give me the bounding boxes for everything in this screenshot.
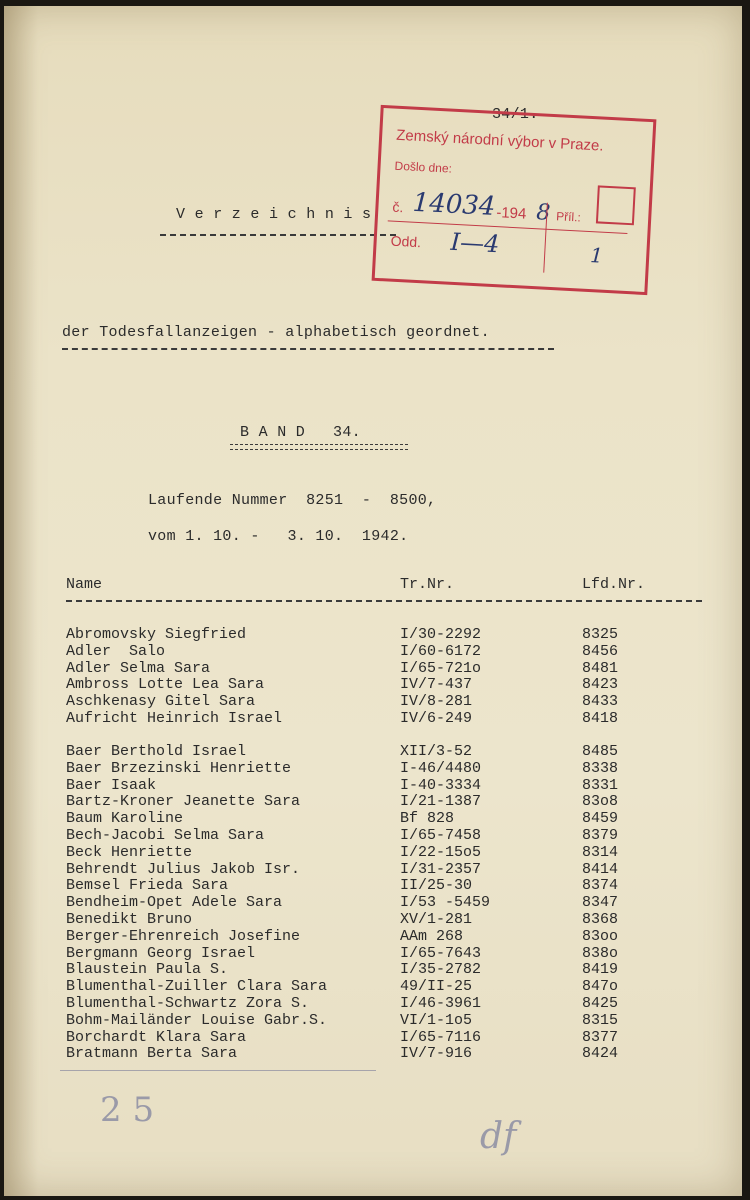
- table-row: [66, 911, 666, 928]
- entry-name: Borchardt Klara Sara: [66, 1028, 247, 1046]
- table-row: [66, 710, 666, 727]
- entry-name: Blumenthal-Zuiller Clara Sara: [66, 978, 328, 996]
- entry-lfd-number: 8368: [582, 911, 619, 928]
- table-row: [66, 760, 666, 777]
- entry-tr-number: VI/1-1o5: [400, 1011, 473, 1029]
- document-title: V e r z e i c h n i s: [176, 206, 372, 223]
- entry-name: Bohm-Mailänder Louise Gabr.S.: [66, 1011, 328, 1029]
- stamp-year: -194: [495, 204, 527, 223]
- table-row: [66, 1029, 666, 1046]
- header-tr: Tr.Nr.: [400, 576, 455, 593]
- entry-tr-number: IV/8-281: [400, 693, 473, 711]
- entry-lfd-number: 83oo: [582, 927, 619, 945]
- entry-lfd-number: 8347: [582, 894, 619, 912]
- entry-name: Behrendt Julius Jakob Isr.: [66, 860, 301, 878]
- table-row: [66, 777, 666, 794]
- entry-lfd-number: 8325: [582, 626, 619, 643]
- entry-name: Bartz-Kroner Jeanette Sara: [66, 793, 301, 811]
- entry-tr-number: 49/II-25: [400, 978, 473, 996]
- entry-lfd-number: 8379: [582, 827, 619, 844]
- entry-lfd-number: 8331: [582, 776, 619, 794]
- entry-tr-number: I-40-3334: [400, 776, 482, 794]
- entry-name: Baer Brzezinski Henriette: [66, 759, 292, 777]
- pencil-note-right: df: [480, 1116, 517, 1157]
- pencil-line: [60, 1070, 376, 1071]
- entry-lfd-number: 8424: [582, 1045, 619, 1063]
- entry-tr-number: I/65-7458: [400, 827, 482, 844]
- entry-tr-number: Bf 828: [400, 810, 455, 828]
- entry-tr-number: IV/7-916: [400, 1045, 473, 1063]
- stamp-department: I—4: [449, 227, 501, 259]
- document-page: [4, 6, 742, 1196]
- entry-tr-number: I/31-2357: [400, 860, 482, 878]
- entry-lfd-number: 8481: [582, 659, 619, 677]
- entry-lfd-number: 8485: [582, 743, 619, 760]
- entry-lfd-number: 8456: [582, 642, 619, 660]
- entry-name: Baum Karoline: [66, 810, 184, 828]
- table-row: [66, 894, 666, 911]
- entry-lfd-number: 8425: [582, 995, 619, 1012]
- entry-tr-number: I/65-7643: [400, 944, 482, 962]
- number-range: Laufende Nummer 8251 - 8500,: [148, 492, 437, 509]
- entry-name: Blumenthal-Schwartz Zora S.: [66, 995, 310, 1012]
- entry-lfd-number: 8418: [582, 710, 619, 727]
- entry-tr-number: I/30-2292: [400, 626, 482, 643]
- entry-tr-number: AAm 268: [400, 927, 464, 945]
- subtitle-underline: [62, 348, 554, 350]
- entry-tr-number: I-46/4480: [400, 759, 482, 777]
- entry-tr-number: IV/6-249: [400, 710, 473, 727]
- table-row: [66, 827, 666, 844]
- entry-tr-number: I/35-2782: [400, 961, 482, 979]
- entry-name: Benedikt Bruno: [66, 911, 193, 928]
- table-row: [66, 793, 666, 810]
- entry-lfd-number: 8338: [582, 759, 619, 777]
- title-underline: [160, 234, 396, 236]
- entry-lfd-number: 8377: [582, 1028, 619, 1046]
- band-heading: B A N D 34.: [240, 424, 361, 441]
- entry-name: Blaustein Paula S.: [66, 961, 229, 979]
- entry-name: Bergmann Georg Israel: [66, 944, 256, 962]
- stamp-department-label: Odd.: [390, 232, 422, 251]
- table-row: [66, 1012, 666, 1029]
- table-row: [66, 995, 666, 1012]
- entry-lfd-number: 8433: [582, 693, 619, 711]
- header-rule: [66, 600, 702, 602]
- table-row: [66, 978, 666, 995]
- entry-tr-number: XII/3-52: [400, 743, 473, 760]
- stamp-received-label: Došlo dne:: [394, 158, 453, 176]
- entry-name: Bratmann Berta Sara: [66, 1045, 238, 1063]
- entry-tr-number: I/65-721o: [400, 659, 482, 677]
- entry-name: Aschkenasy Gitel Sara: [66, 693, 256, 711]
- entry-tr-number: I/22-15o5: [400, 843, 482, 861]
- stamp-attachments-label: Příl.:: [555, 209, 582, 225]
- entry-lfd-number: 8419: [582, 961, 619, 979]
- entry-name: Bemsel Frieda Sara: [66, 877, 229, 895]
- entry-name: Baer Berthold Israel: [66, 743, 247, 760]
- entry-tr-number: I/60-6172: [400, 642, 482, 660]
- entry-lfd-number: 8414: [582, 860, 619, 878]
- stamp-attachments: 1: [589, 243, 604, 268]
- entry-tr-number: II/25-30: [400, 877, 473, 895]
- entry-lfd-number: 83o8: [582, 793, 619, 811]
- entry-name: Beck Henriette: [66, 843, 193, 861]
- entry-name: Adler Salo: [66, 642, 166, 660]
- table-row: [66, 861, 666, 878]
- entry-lfd-number: 838o: [582, 944, 619, 962]
- entry-name: Aufricht Heinrich Israel: [66, 710, 283, 727]
- header-name: Name: [66, 576, 103, 593]
- table-row: [66, 660, 666, 677]
- band-double-underline: [230, 444, 408, 450]
- stamp-year-digit: 8: [535, 200, 552, 226]
- table-row: [66, 1045, 666, 1062]
- table-row: [66, 643, 666, 660]
- entry-tr-number: I/46-3961: [400, 995, 482, 1012]
- entry-lfd-number: 8374: [582, 877, 619, 895]
- entry-name: Ambross Lotte Lea Sara: [66, 676, 265, 694]
- entry-lfd-number: 8459: [582, 810, 619, 828]
- entry-name: Bech-Jacobi Selma Sara: [66, 827, 265, 844]
- pencil-note-left: 2 5: [100, 1090, 155, 1130]
- table-header: [66, 576, 666, 593]
- table-row: [66, 945, 666, 962]
- entry-name: Bendheim-Opet Adele Sara: [66, 894, 283, 912]
- stamp-office: Zemský národní výbor v Praze.: [395, 126, 604, 155]
- table-row: [66, 844, 666, 861]
- entry-tr-number: IV/7-437: [400, 676, 473, 694]
- entry-tr-number: I/21-1387: [400, 793, 482, 811]
- entry-tr-number: I/65-7116: [400, 1028, 482, 1046]
- stamp-divider: [388, 220, 628, 234]
- entry-tr-number: I/53 -5459: [400, 894, 491, 912]
- registry-stamp: [372, 105, 657, 295]
- table-row: [66, 743, 666, 760]
- header-lfd: Lfd.Nr.: [582, 576, 646, 593]
- date-range: vom 1. 10. - 3. 10. 1942.: [148, 528, 409, 545]
- entry-name: Abromovsky Siegfried: [66, 626, 247, 643]
- entry-lfd-number: 847o: [582, 978, 619, 996]
- entry-lfd-number: 8423: [582, 676, 619, 694]
- stamp-box: [596, 185, 636, 225]
- table-row: [66, 626, 666, 643]
- stamp-number-prefix: č.: [392, 198, 404, 216]
- table-row: [66, 810, 666, 827]
- entry-lfd-number: 8314: [582, 843, 619, 861]
- entry-name: Baer Isaak: [66, 776, 157, 794]
- table-row: [66, 877, 666, 894]
- stamp-number: 14034: [411, 187, 497, 223]
- document-subtitle: der Todesfallanzeigen - alphabetisch geordnet.: [62, 324, 490, 341]
- entry-tr-number: XV/1-281: [400, 911, 473, 928]
- entry-lfd-number: 8315: [582, 1011, 619, 1029]
- entry-name: Adler Selma Sara: [66, 659, 211, 677]
- table-row: [66, 928, 666, 945]
- table-row: [66, 961, 666, 978]
- entry-name: Berger-Ehrenreich Josefine: [66, 927, 301, 945]
- table-row: [66, 676, 666, 693]
- page-number: 34/1.: [492, 106, 539, 123]
- table-row: [66, 693, 666, 710]
